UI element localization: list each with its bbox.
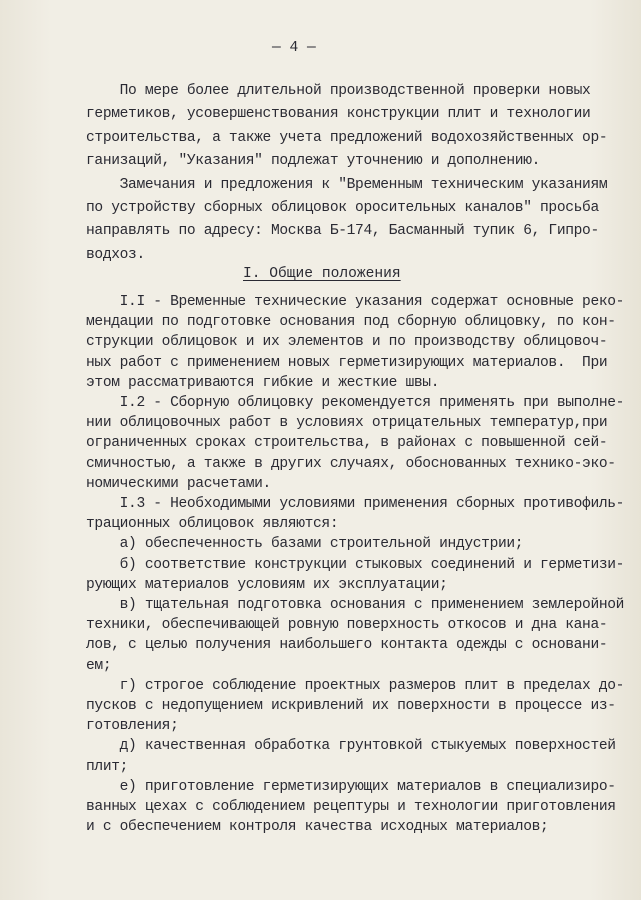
text-line: мендации по подготовке основания под сборную облицовку, по кон- <box>86 314 616 331</box>
text-line: ганизаций, "Указания" подлежат уточнению и дополнению. <box>86 153 541 170</box>
text-line: номическими расчетами. <box>86 475 271 492</box>
page-number: — 4 — <box>272 40 316 56</box>
text-line: Замечания и предложения к "Временным техническим указаниям <box>86 176 608 193</box>
section-title: I. Общие положения <box>243 266 401 282</box>
text-line: б) соответствие конструкции стыковых соединений и герметизи- <box>86 556 625 573</box>
text-line: I.I - Временные технические указания содержат основные реко- <box>86 294 625 310</box>
text-line: ных работ с применением новых герметизирующих материалов. При <box>86 354 608 371</box>
text-line: техники, обеспечивающей ровную поверхность откосов и дна кана- <box>86 617 608 634</box>
text-line: е) приготовление герметизирующих материалов в специализиро- <box>86 778 616 795</box>
text-line: смичностью, а также в других случаях, обоснованных технико-эко- <box>86 455 616 472</box>
text-line: а) обеспеченность базами строительной индустрии; <box>86 536 524 553</box>
text-line: I.2 - Сборную облицовку рекомендуется применять при выполне- <box>86 395 625 411</box>
text-line: г) строгое соблюдение проектных размеров плит в пределах до- <box>86 677 625 694</box>
text-line: по устройству сборных облицовок оросительных каналов" просьба <box>86 200 599 216</box>
text-line: водхоз. <box>86 246 145 263</box>
text-line: строительства, а также учета предложений водохозяйственных ор- <box>86 129 608 146</box>
text-line: ванных цехах с соблюдением рецептуры и технологии приготовления <box>86 799 616 815</box>
text-line: этом рассматриваются гибкие и жесткие швы. <box>86 374 440 391</box>
text-line: рующих материалов условиям их эксплуатации; <box>86 576 448 593</box>
text-line: герметиков, усовершенствования конструкции плит и технологии <box>86 106 591 123</box>
text-line: в) тщательная подготовка основания с применением землеройной <box>86 597 625 613</box>
text-line: и с обеспечением контроля качества исходных материалов; <box>86 819 549 836</box>
text-line: I.3 - Необходимыми условиями применения сборных противофиль- <box>86 496 625 512</box>
text-line: направлять по адресу: Москва Б-174, Басманный тупик 6, Гипро- <box>86 223 599 240</box>
text-line: струкции облицовок и их элементов и по производству облицовоч- <box>86 334 608 351</box>
text-line: готовления; <box>86 718 179 735</box>
text-line: д) качественная обработка грунтовкой стыкуемых поверхностей <box>86 738 616 755</box>
text-line: пусков с недопущением искривлений их поверхности в процессе из- <box>86 698 616 714</box>
text-line: По мере более длительной производственной проверки новых <box>86 83 591 99</box>
text-line: лов, с целью получения наибольшего контакта одежды с основани- <box>86 637 608 654</box>
text-line: ограниченных сроках строительства, в районах с повышенной сей- <box>86 435 608 452</box>
text-line: трационных облицовок являются: <box>86 516 339 533</box>
text-line: нии облицовочных работ в условиях отрицательных температур,при <box>86 415 608 432</box>
text-line: ем; <box>86 657 112 674</box>
text-line: плит; <box>86 758 129 775</box>
